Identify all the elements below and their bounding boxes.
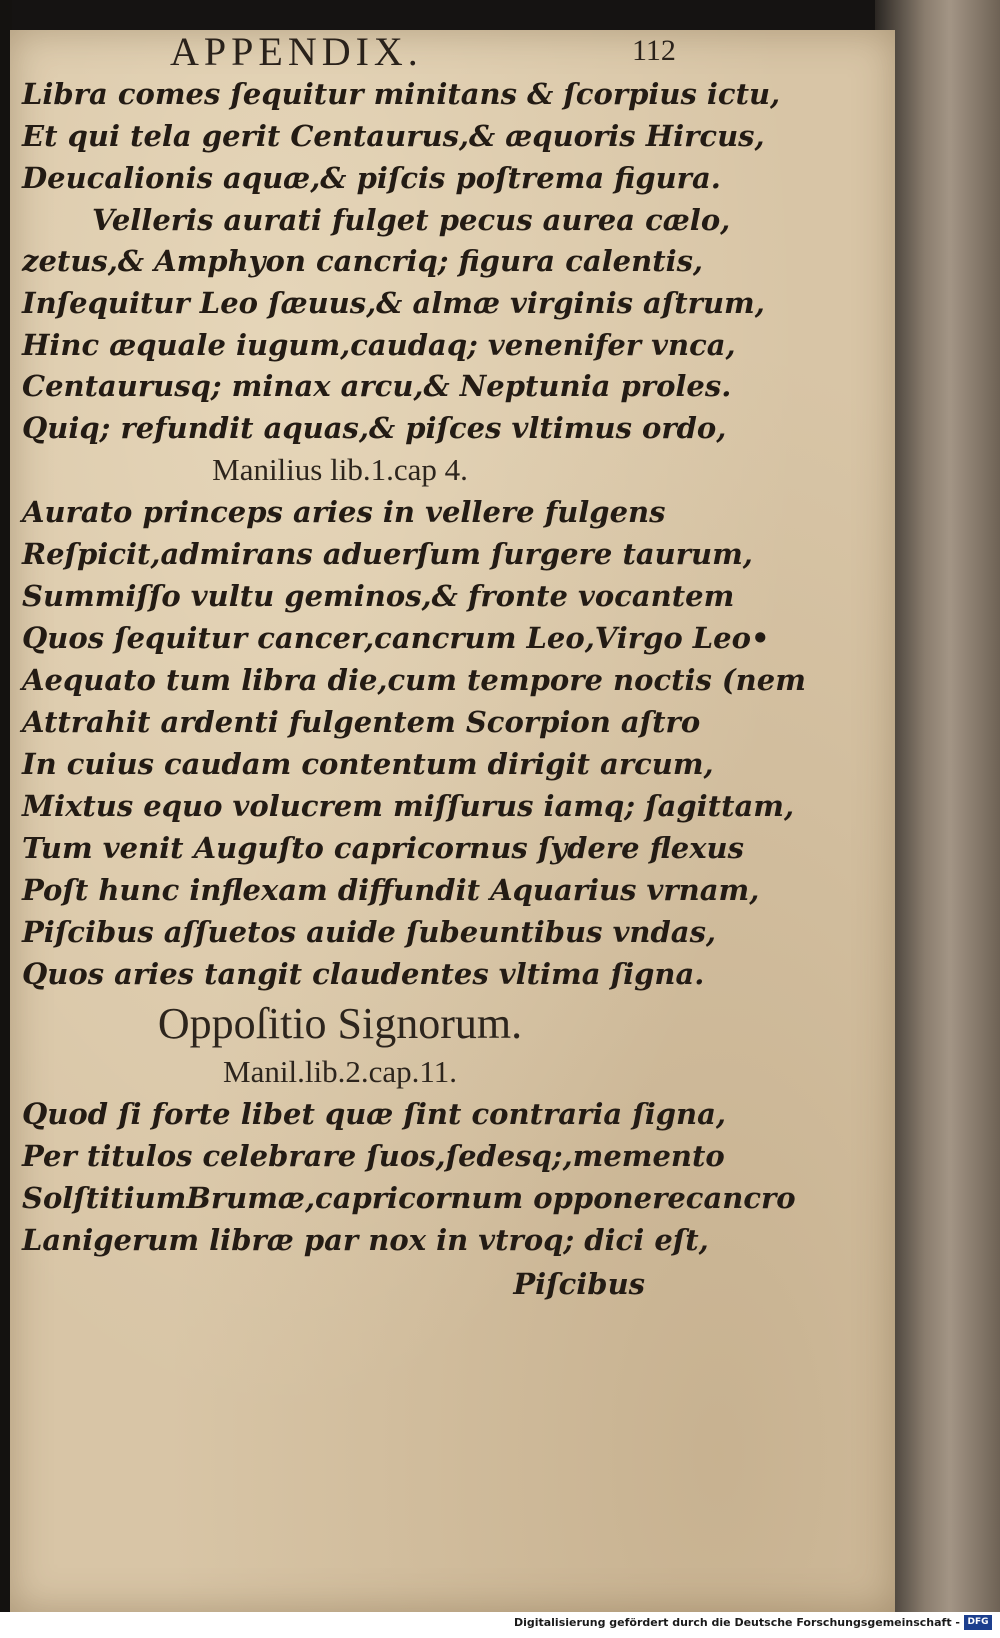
verse-line: Summiſſo vultu geminos,& fronte vocantem <box>22 579 735 613</box>
funding-credit: Digitalisierung gefördert durch die Deutsche Forschungsgemeinschaft - <box>513 1616 960 1629</box>
verse-line: Quos aries tangit claudentes vltima ſigna. <box>22 957 705 991</box>
verse-line: Quos ſequitur cancer,cancrum Leo,Virgo Leo• <box>22 621 770 655</box>
verse-line: Inſequitur Leo ſæuus,& almæ virginis aſtrum, <box>22 286 765 320</box>
running-head: APPENDIX. <box>170 32 423 72</box>
section-heading: Oppoſitio Signorum. <box>157 999 523 1048</box>
source-reference: Manil.lib.2.cap.11. <box>223 1054 457 1089</box>
dfg-logo: DFG <box>964 1615 992 1630</box>
verse-line: Tum venit Auguſto capricornus ſydere flexus <box>22 831 744 865</box>
verse-line: Aurato princeps aries in vellere fulgens <box>22 495 666 529</box>
verse-line: Reſpicit,admirans aduerſum ſurgere taurum, <box>22 537 753 571</box>
source-reference: Manilius lib.1.cap 4. <box>212 452 468 487</box>
verse-line: Velleris aurati fulget pecus aurea cælo, <box>92 203 731 237</box>
digitization-footer <box>0 1612 1000 1638</box>
verse-line: SolſtitiumBrumæ,capricornum opponerecancro <box>22 1181 796 1215</box>
scan-top-edge <box>0 0 1000 32</box>
page-header <box>10 30 895 76</box>
verse-line: Piſcibus aſſuetos auide ſubeuntibus vndas, <box>22 915 716 949</box>
verse-line: Centaurusq; minax arcu,& Neptunia proles. <box>22 369 732 403</box>
verse-line: Hinc æquale iugum,caudaq; venenifer vnca, <box>22 328 736 362</box>
verse-line: Mixtus equo volucrem miſſurus iamq; ſagittam, <box>22 789 795 823</box>
verse-line: Aequato tum libra die,cum tempore noctis (nem <box>22 663 806 697</box>
book-page <box>10 30 895 1612</box>
verse-line: Libra comes ſequitur minitans & ſcorpius ictu, <box>22 77 781 111</box>
verse-line: Attrahit ardenti fulgentem Scorpion aſtro <box>22 705 701 739</box>
verse-line: Poſt hunc inflexam diffundit Aquarius vrnam, <box>22 873 760 907</box>
verse-line: Quiq; refundit aquas,& piſces vltimus ordo, <box>22 411 727 445</box>
catchword: Piſcibus <box>513 1267 645 1301</box>
verse-line: Quod ſi forte libet quæ ſint contraria ſigna, <box>22 1097 726 1131</box>
verse-line: Per titulos celebrare ſuos,ſedesq;,memento <box>22 1139 725 1173</box>
verse-line: Lanigerum libræ par nox in vtroq; dici eſt, <box>22 1223 709 1257</box>
page-number: 112 <box>632 34 676 67</box>
verse-line: Deucalionis aquæ,& piſcis poſtrema figura. <box>22 161 721 195</box>
verse-line: Et qui tela gerit Centaurus,& æquoris Hircus, <box>22 119 765 153</box>
verse-line: In cuius caudam contentum dirigit arcum, <box>22 747 714 781</box>
verse-line: zetus,& Amphyon cancriq; figura calentis, <box>22 244 704 278</box>
